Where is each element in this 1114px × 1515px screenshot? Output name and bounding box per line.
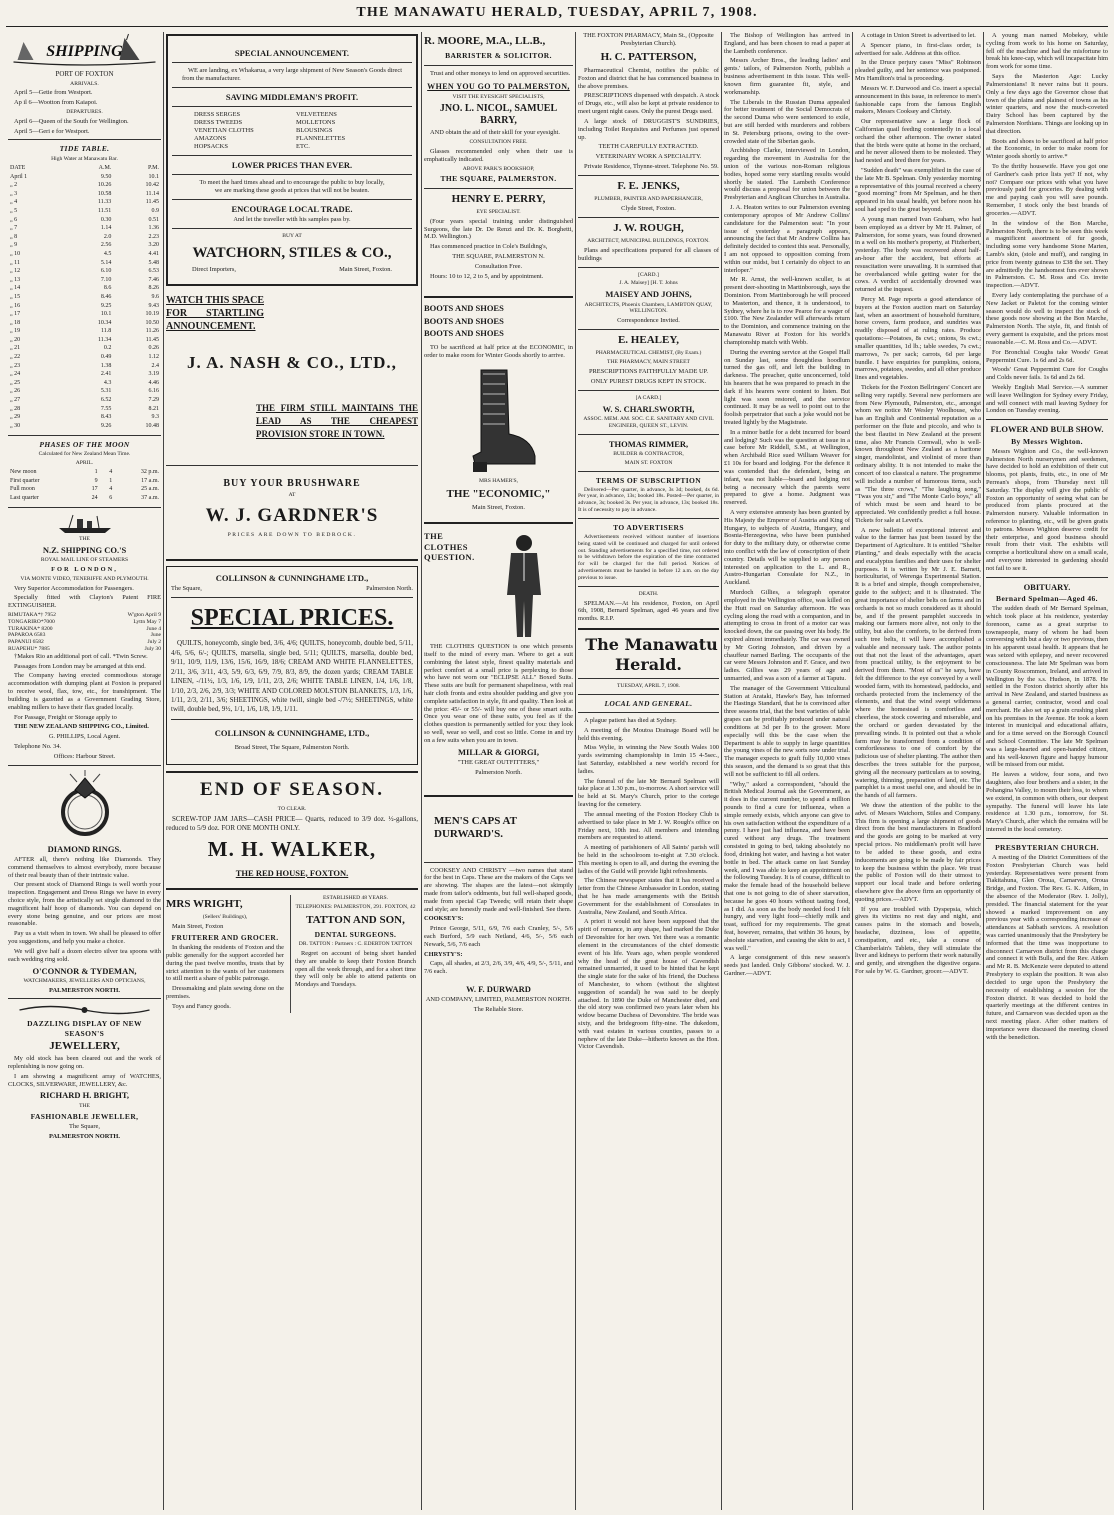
- table-cell: 17: [91, 486, 98, 493]
- table-cell: 24: [91, 494, 98, 501]
- table-cell: „ 23: [10, 362, 21, 369]
- table-cell: „ 29: [10, 414, 21, 421]
- moon-title: PHASES OF THE MOON: [39, 439, 130, 449]
- table-cell: 4.3: [103, 379, 112, 386]
- tide-title: TIDE TABLE.: [59, 144, 110, 154]
- table-cell: 5.31: [100, 388, 112, 395]
- table-cell: 8.26: [148, 285, 159, 292]
- news-paragraph: "Why," asked a correspondent, "should the British Medical Journal ask the Government, as it does in the current number, to spend a million pounds to find a cure for influenza, when a simple remedy exists, which anyone can give to his own satisfaction without the expenditure of a penny. I have just had influenza, and have been cured without any drugs. The treatment consisted in going to bed, taking absolutely no food, drinking hot water, and having a hot water bottle in bed. The attack came on last Sunday week, and I was able to keep an appointment on the following Tuesday. It is of course, difficult to make the female head of the household believe that one is not going to die of sheer starvation, because he goes 40 hours without tasting food, as I did. As soon as the body needed food I felt hungry, and very light food—chiefly milk and toast, sufficed for my requirements. The great feat, however, remains, that within 36 hours, by absolute starvation, and causing the skin to act, I was well.": [724, 780, 850, 952]
- obituary-heading: OBITUARY.: [1023, 581, 1071, 592]
- table-row: [8, 388, 161, 397]
- news-paragraph: A new bulletin of exceptional interest and value to the farmer has just been issued by the Department of Agriculture. It is entitled "Shelter Planting," and deals especially with the acacia and eucalyptus families and their uses for shelter purposes. It is written by Mr J. E. Barnett, horticulturist, of Werenga Experimental Station. It is a brief and simple, though comprehensive, guide to the subject; and it is illustrated. The great importance of shelter belts on farms and in orchards is not so much considered as it should be, and if the present pamphlet succeeds in making our farmers more alive, not only to the utility, but also the comforts, to be derived from such tree belts, it will have accomplished a valuable and necessary task. The author points out that not the least of the advantages, apart from practical utility, is the enjoyment to be derived from them. "Most of us" he says, have felt the difference to the eye conveyed by a well wooded farm, with its homestead, paddocks, and orchards protected from the inclemency of the elements, and that the wind swept wilderness where the homestead is comfortless and cheerless, the stock cowering and miserable, and the orchard or garden devastated by the prevailing winds. It is pointed out that a whole farm may be transformed from a condition of comfortlessness to one of comfort by the judicious use of shelter planting. The author then describes the trees suitable for the purpose, giving all the necessary particulars as to sowing, watering, thinning, preparation of land, etc. The pamphlet is a most useful one, and should be in the hands of all farmers.: [855, 526, 981, 800]
- table-cell: 10.50: [145, 319, 159, 326]
- local-general-heading: LOCAL AND GENERAL.: [604, 698, 693, 708]
- table-row: [8, 242, 161, 251]
- news-paragraph: "Sudden death" was exemplified in the case of the late Mr B. Spelman. Only yesterday morning a representative of this journal received a cheery "good morning" from Mr Spelman, and he then appeared in his usual health, yet before noon his soul had sped to the great beyond.: [855, 167, 981, 214]
- news-paragraph: Mr R. Arnst, the well-known sculler, is at present deer-shooting in Martinborough, says the Dominion. From Martinborough he will proceed to Masterton, and thence, it is understood, to Sydney, where he is to row Pearce for a wager of £100. The New Zealander will afterwards return to the Dominion, and commence training on the Manawatu River at Foxton for his world's championship match with Webb.: [724, 276, 850, 346]
- list-item: VELVETEENS: [296, 111, 337, 119]
- table-row: [8, 405, 161, 414]
- table-cell: 3.20: [148, 242, 159, 249]
- tatton-title: TATTON AND SON,: [306, 913, 405, 926]
- millar-title: MILLAR & GIORGI,: [458, 746, 539, 757]
- table-cell: 8.21: [148, 405, 159, 412]
- table-cell: 8.6: [103, 285, 112, 292]
- news-paragraph: A young man named Mobekey, while cycling from work to his home on Saturday, fell off the machine and had the misfortune to break his knee-cap, which will incapacitate him from work for some time.: [986, 32, 1108, 71]
- patterson-title: H. C. PATTERSON,: [600, 50, 697, 63]
- news-paragraph: A young man named Ivan Graham, who had been employed as a driver by Mr H. Palmer, of Palmerston, for some years, was found drowned in a well on his mother's property, at Fitzherbert, yesterday. The body was recovered about half-an-hour after the accident, but efforts at resuscitation were unavailing. It is surmised that he overbalanced while getting water for the cows. A verdict of accidentally drowned was returned at the inquest.: [855, 215, 981, 294]
- table-cell: „ 25: [10, 379, 21, 386]
- table-cell: „ 10: [10, 250, 21, 257]
- table-cell: 9.25: [100, 302, 112, 309]
- nash-title: J. A. NASH & CO., LTD.,: [187, 353, 397, 373]
- table-cell: 9.26: [100, 422, 112, 429]
- presbyterian-heading: PRESBYTERIAN CHURCH.: [995, 842, 1099, 852]
- jewellery-title: JEWELLERY,: [49, 1039, 120, 1052]
- table-row: [8, 207, 161, 216]
- table-cell: 5.14: [100, 259, 112, 266]
- tide-subtitle: High Water at Manawatu Bar.: [51, 155, 118, 162]
- table-cell: „ 15: [10, 293, 21, 300]
- table-cell: 9.6: [151, 293, 159, 300]
- table-cell: 8.46: [100, 293, 112, 300]
- bottom-ads: MRS WRIGHT, (Sellers' Buildings), Main Street, Foxton FRUITERER AND GROCER. In thanking the residents of Foxton and the public generally for the support accorded her during the past twelve months, trusts that by strict attention to the wants of her customers to still merit a share of public patronage. Dressmaking and plain sewing done on the premises. Toys and Fancy goods. ESTABLISHED 48 YEARS. TELEPHONES: PALMERSTON, 291. FOXTON, 42 TATTON AND SON, DENTAL SURGEONS. DR. TATTON : Partners : C. EDERTON TATTON Regret on account of being short handed they are unable to keep their Foxton Branch open all the week through, and for a short time they will only be able to attend patients on Mondays and Tuesdays.: [166, 895, 418, 1013]
- healey-title: E. HEALEY,: [617, 334, 680, 347]
- news-paragraph: In a minor battle for a debt incurred for board and lodging? Such was the question at issue in a case before Mr Riddell, S.M., at Wellington, when Archibald Rice sued William Weaver for £1 10s for board and lodging. For the defence it was contended that the defendant, being an infant, was not liable—board and lodging not being a necessary which the parents were prepared to give a home. Judgment was reserved.: [724, 428, 850, 507]
- special-prices-title: SPECIAL PRICES.: [190, 605, 394, 632]
- table-cell: 6.16: [148, 388, 159, 395]
- column-rule: [721, 32, 722, 1510]
- watch-space: WATCH THIS SPACE FOR STARTLING ANNOUNCEMENT.: [166, 295, 264, 333]
- table-cell: 37 a.m.: [141, 494, 159, 501]
- sailing-date: July 2: [147, 639, 161, 646]
- watchorn-ad: SPECIAL ANNOUNCEMENT. WE are landing, ex Whakarua, a very large shipment of New Season's Goods direct from the manufacturer. SAVING MIDDLEMAN'S PROFIT. DRESS SERGES DRESS TWEEDS VENETIAN CLOTHS AMAZONS HOPSACKS VELVETEENS MOLLETONS BLOUSINGS FLANNELETTES ETC. LOWER PRICES THAN EVER. To meet the hard times ahead and to encourage the public to buy locally, we are marking these goods at prices that will not be beaten. ENCOURAGE LOCAL TRADE. And let the traveller with his samples pass by. BUY AT WATCHORN, STILES & CO., Direct Importers, Main Street, Foxton.: [166, 34, 418, 286]
- rough-title: J. W. ROUGH,: [613, 221, 684, 234]
- news-paragraph: A plague patient has died at Sydney.: [584, 716, 677, 724]
- gentleman-figure-icon: [489, 531, 559, 641]
- masthead-rule: [6, 26, 1108, 27]
- table-cell: 1: [94, 469, 98, 476]
- table-header-row: DATE A.M. P.M.: [10, 165, 159, 171]
- ornament-icon: [8, 1003, 161, 1017]
- table-cell: „ 28: [10, 405, 21, 412]
- list-item: [8, 626, 161, 633]
- table-row: [8, 396, 161, 405]
- table-row: [8, 477, 161, 486]
- table-row: [8, 379, 161, 388]
- table-cell: 2.23: [148, 233, 159, 240]
- table-cell: „ 12: [10, 268, 21, 275]
- table-row: [8, 302, 161, 311]
- masthead: THE MANAWATU HERALD, TUESDAY, APRIL 7, 1908.: [356, 5, 758, 20]
- table-row: [8, 310, 161, 319]
- ship-name: RIMUTAKA*† 7952: [8, 611, 56, 618]
- table-cell: „ 18: [10, 319, 21, 326]
- boot-icon: [459, 364, 539, 474]
- table-cell: 0.30: [100, 216, 112, 223]
- table-cell: 10.48: [145, 422, 159, 429]
- boots-list: BOOTS AND SHOES BOOTS AND SHOES BOOTS AND SHOES: [424, 303, 504, 339]
- news-paragraph: A large consignment of this new season's seeds just landed. Only Gibbons' stocked. W. J. Gardner.—ADVT.: [724, 954, 850, 978]
- news-paragraph: The Liberals in the Russian Duma appealed for better treatment of the Social Democrats of the second Duma who were sentenced to exile, but are still herded with murderers and robbers in St. Petersburg prisons, owing to the over-crowded state of the Siberian gaols.: [724, 98, 850, 145]
- table-cell: 9.43: [148, 302, 159, 309]
- table-cell: 7.46: [148, 276, 159, 283]
- table-row: [8, 182, 161, 191]
- news-paragraph: The Chinese newspaper states that it has received a letter from the Chinese Ambassador in London, stating that he has made arrangements with the British Government for the establishment of Consulates in Australia, New Zealand, and South Africa.: [578, 877, 719, 916]
- news-paragraph: Tickets for the Foxton Bellringers' Concert are selling very rapidly. Several new performers are from New Plymouth, Palmerston, etc., amongst whom we notice Mr Wesley Woolhouse, who has an English and Continental reputation as a performer on the flute and piccolo, and who is the best flautist in New Zealand at the present time, also Mr Francis Cornwall, who is well-known throughout New Zealand as a baritone singer, mandolinist, and violinist of more than ordinary ability. It is not intended to make the concert of too classical a nature. The programme will include a number of humorous items, such as "The three crows," "The laughing song," "Twas you sir," and "The Monte Carlo boys," all of which must be seen and heard to be appreciated. We confidently predict a full house. Tickets for sale at Levett's.: [855, 383, 981, 524]
- ship-name: PAPANUI 6582: [8, 639, 44, 646]
- table-cell: 0.51: [148, 216, 159, 223]
- table-cell: „ 14: [10, 285, 21, 292]
- table-cell: 11.33: [98, 199, 112, 206]
- table-cell: 11.45: [145, 336, 159, 343]
- news-paragraph: For Bronchial Coughs take Woods' Great Peppermint Cure. 1s 6d and 2s 6d.: [986, 348, 1108, 364]
- caps-title: MEN'S CAPS AT DURWARD'S.: [434, 814, 517, 841]
- table-cell: 11.8: [101, 328, 112, 335]
- svg-text:SHIPPING: SHIPPING: [46, 43, 123, 60]
- table-cell: „ 11: [10, 259, 20, 266]
- list-item: ETC.: [296, 143, 310, 151]
- news-paragraph: Messrs W. F. Durwood and Co. insert a special announcement in this issue, in reference to men's fashionable caps from the famous English makers, Messrs Cooksey and Christy.: [855, 84, 981, 116]
- table-cell: „ 19: [10, 328, 21, 335]
- herald-nameplate: The Manawatu Herald.: [585, 634, 718, 674]
- news-paragraph: J. A. Heaton writes to our Palmerston evening contemporary apropos of Mr Andrew Collins' candidature for the Palmerston seat: "In your issue of yesterday a paragraph appears, announcing the fact that Mr Andrew Collins has definitely decided to contest this seat. Personally, I am not opposed to opposition coming from within our midst, but I certainly do object to an interloper.": [724, 204, 850, 274]
- table-cell: „ 26: [10, 388, 21, 395]
- moore-title: R. MOORE, M.A., LL.B.,: [424, 35, 546, 47]
- gardner-title: W. J. GARDNER'S: [205, 504, 379, 526]
- table-cell: 6: [109, 494, 113, 501]
- end-season-title: END OF SEASON.: [199, 779, 385, 800]
- table-cell: 8.43: [100, 414, 112, 421]
- news-paragraph: In the Druce perjury cases "Miss" Robinson pleaded guilty, and her sentence was postponed. Mrs Hamilton's trial is proceeding.: [855, 59, 981, 83]
- table-cell: 10.1: [100, 311, 112, 318]
- table-cell: 1: [109, 477, 113, 484]
- list-item: [8, 632, 161, 639]
- table-cell: 9.3: [151, 414, 159, 421]
- sailing-date: July 30: [144, 646, 161, 653]
- column-rule: [852, 32, 853, 1510]
- table-cell: 10.58: [97, 190, 112, 197]
- list-item: FLANNELETTES: [296, 135, 346, 143]
- economic-title: THE "ECONOMIC,": [446, 487, 551, 500]
- news-paragraph: Miss Wylie, in winning the New South Wales 100 yards swimming championship in 1min 15 4-5sec., last Saturday, established a new world's record for ladies.: [578, 744, 719, 775]
- news-paragraph: A very extensive amnesty has been granted by His Majesty the Emperor of Austria and King of Hungary, to subjects of Austria, Hungary, and Bosnia-Herzegovina, who have been punished for duty to the military duty, or otherwise come into conflict with the law of conscription of their country. Details will be supplied to any person interested on application to the L. and R., Austro-Hungarian Consulate for N.Z., in Auckland.: [724, 508, 850, 587]
- table-row: [8, 414, 161, 423]
- table-cell: 4.41: [148, 250, 159, 257]
- arrivals-heading: ARRIVALS.: [70, 80, 99, 87]
- table-cell: „ 21: [10, 345, 21, 352]
- tide-table: [8, 164, 161, 430]
- list-item: HOPSACKS: [194, 143, 228, 151]
- table-cell: „ 7: [10, 225, 18, 232]
- table-row: [8, 353, 161, 362]
- table-cell: 2.56: [100, 242, 112, 249]
- news-paragraph: During the evening service at the Gospel Hall on Sunday last, some thoughtless hoodlum turned the gas off, and left the building in darkness. The preacher, quite unconcerned, told his hearers that he was prepared to preach in the dark if his hearers were content to listen. But light was soon restored, and the service continued. It may be as well to point out to the foolish perpetrator that such a joke would not be treated lightly by the Magistrate.: [724, 348, 850, 426]
- list-item: Ap il 6—Wootton from Kaiapoi.: [14, 99, 98, 107]
- table-cell: 0.26: [148, 345, 159, 352]
- list-item: [8, 639, 161, 646]
- news-paragraph: Woods' Great Peppermint Cure for Coughs and Colds never fails. 1s 6d and 2s 6d.: [986, 366, 1108, 382]
- table-cell: „ 8: [10, 233, 18, 240]
- table-cell: Last quarter: [10, 494, 39, 501]
- table-cell: First quarter: [10, 477, 40, 484]
- table-cell: „ 2: [10, 182, 18, 189]
- table-cell: 6.53: [148, 268, 159, 275]
- list-item: [8, 646, 161, 653]
- table-row: [8, 250, 161, 259]
- table-cell: 2.0: [103, 233, 112, 240]
- table-cell: „ 27: [10, 397, 21, 404]
- table-cell: 6.10: [100, 268, 112, 275]
- moon-month: APRIL.: [75, 459, 94, 466]
- table-cell: 0.49: [100, 354, 112, 361]
- table-cell: 9: [94, 477, 98, 484]
- ship-name: TONGARIRO*7000: [8, 618, 55, 625]
- table-cell: 10.42: [145, 182, 159, 189]
- table-cell: „ 16: [10, 302, 21, 309]
- table-cell: 11.14: [145, 190, 159, 197]
- table-cell: 7.10: [100, 276, 112, 283]
- table-row: [8, 336, 161, 345]
- table-cell: „ 13: [10, 276, 21, 283]
- table-cell: April 1: [10, 173, 28, 180]
- table-row: [8, 233, 161, 242]
- table-cell: New moon: [10, 469, 37, 476]
- news-paragraph: Percy M. Page reports a good attendance of buyers at the Foxton auction mart on Saturday last, when an assortment of household furniture, horse covers, farm produce, and sundries was readily disposed of at ruling rates. Produce quotations:—Potatoes, 8s cwt.; onions, 9s cwt.; smaller quantities, 1d lb.; table swedes, 7s cwt.; marrows, 7s per sack; carrots, 6d per large bundle. I have enquiries for pumpkins, onions, marrows, potatoes, swedes, and all other produce lines and vegetables.: [855, 296, 981, 382]
- table-cell: 1.14: [100, 225, 112, 232]
- column-news-c: A young man named Mobekey, while cycling from work to his home on Saturday, fell off the machine and had the misfortune to break his knee-cap, which will incapacitate him from work for some time. Says the Masterton Age: Lucky Palmerstonians! It never rains but it pours. Only a few days ago the Governor chose that town of the plains and plainest of towns as his winter quarters, and now the much-coveted Dairy School has been captured by the Palmerston Northians. Things are looking up in that direction. Boots and shoes to be sacrificed at half price at the Economic, in order to make room for Winter goods shortly to arrive.* To the thrifty housewife. Have you got one of Gardner's cash price lists yet? If not, why not? Compare our prices with what you have previously paid for groceries. By dealing with me and paying cash you will save pounds. Remember, I stock only the best brands of groceries.—ADVT. In the window of the Bon Marche, Palmerston North, there is to be seen this week a magnificent assortment of fur goods, including some very handsome Stone Marten, Lamb's skin, (stole and muff), and ranging in price from twenty guineas to £38 the set. They are admittedly the handsomest furs ever shown in Palmerston. C. M. Ross and Co. invite inspection.—ADVT. Every lady contemplating the purchase of a New Jacket or Paletot for the coming winter season would do well to inspect the stock of these goods now showing at the Bon Marche, Palmerston North. The style, fit, and finish of every garment is exquisite, and the prices most reasonable.—C. M. Ross and Co.—ADVT. For Bronchial Coughs take Woods' Great Peppermint Cure. 1s 6d and 2s 6d. Woods' Great Peppermint Cure for Coughs and Colds never fails. 1s 6d and 2s 6d. Weekly English Mail Service.—A summer will leave Wellington for Sydney every Friday, and will connect with mail leaving Sydney for London on Tuesday evening. FLOWER AND BULB SHOW. By Messrs Wighton. Messrs Wighton and Co., the well-known Palmerston North nurserymen and seedsmen, have decided to hold an exhibition of their cut blooms, pot plants, fruits, etc., in one of Mr Perrean's shops, from Thursday next till Saturday. The display will give the public of Foxton an opportunity of seeing what can be produced from plants procured at the Palmerston nursery. Valuable information in reference to planting, etc., will be given gratis to patrons. Messrs Wighton deserve credit for their enterprise, and good business should result from their visit. The exhibits will comprise a horticultural show on a small scale, and everyone interested in gardening should not fail to see it. OBITUARY. Bernard Spelman—Aged 46. The sudden death of Mr Bernard Spelman, which took place at his residence, yesterday forenoon, came as a great surprise to townspeople, many of whom he had been conversing with but a day or two previous, then in his apparent usual health. It appears that he was seized with epilepsy, and never recovered consciousness. The late Mr Spelman was born in County Roscommon, Ireland, and arrived in Wellington by the s.s. Hudson, in 1878. He settled in the Foxton district shortly after his arrival in New Zealand, and started business as a general carrier, contractor, wood and coal merchant. He also set up a grain crushing plant on his premises in the Avenue. He took a keen interest in municipal and educational affairs, and for a time served on the Borough Council and School Committee. The late Mr Spelman was a large-hearted and open-handed citizen, and his well-known figure and happy humour will be missed from our midst. He leaves a widow, four sons, and two daughters, also four brothers and a sister, in the Pohangina Valley, to mourn their loss, to whom we extend, in common with others, our deepest sympathy. The funeral will leave his late residence at 1.30 p.m., tomorrow, for St. Mary's Church, after which the remains will be interred in the local cemetery. PRESBYTERIAN CHURCH. A meeting of the District Committees of the Foxton Presbyterian Church was held yesterday. Representatives were present from Tiakitahuna, Glen Oroua, Carnarvon, Oroua Bridge, and Foxton. The Rev. G. K. Aitken, in the absence of the Moderator (Rev. I. Jolly), presided. The financial statement for the year showed a marked improvement on any previous year with a corresponding increase of attendances at Sabbath services. A resolution was carried unanimously that the Presbytery be informed that the time was inopportune to disconnect Carnarvon district from this charge and connect it with Bulls, and the Rev. Aitken and Mr R. B. McKenzie were deputed to attend Presbytery to explain the position. It was also decided to urge upon the Presbytery the necessity of establishing a session for the Foxton district. It was decided to hold the quarterly meetings at the different centres in future, and Carnarvon was decided upon as the next meeting place. After other matters of importance were discussed the meeting closed with the benediction.: [986, 32, 1108, 1041]
- table-cell: 32 p.m.: [140, 469, 159, 476]
- table-cell: 25 a.m.: [141, 486, 159, 493]
- table-cell: 1.12: [148, 354, 159, 361]
- moon-table: [8, 469, 161, 503]
- nz-shipping-title: N.Z. SHIPPING CO.'S: [42, 544, 127, 555]
- news-paragraph: Murdoch Gillies, a telegraph operator employed in the Wellington office, was killed on the Hutt road on Saturday afternoon. He was cycling along the road with a companion, and in attempting to cross in front of a motor car was knocked down, the car passing over his body. He expired almost immediately. The car was owned by Mr Goring Johnston, and driven by a chauffeur named Barling. The occupants of the car were Messrs Johnston and F. Grace, and two ladies. Gillies was 29 years of age and unmarried, and was a son of a farmer at Taputu.: [724, 589, 850, 682]
- news-paragraph: Weekly English Mail Service.—A summer will leave Wellington for Sydney every Friday, and will connect with mail leaving Sydney for London on Tuesday evening.: [986, 383, 1108, 415]
- table-cell: 2.41: [100, 371, 112, 378]
- news-paragraph: We draw the attention of the public to the advt. of Messrs Watchorn, Stiles and Company. This firm is opening a large shipment of goods direct from the best manufacturers in Bradford and the goods are going to be marked at very special prices. No middleman's profit will have to be added to these goods, and extra inducements are going to be made by fair prices to keep the business within the place. We trust the public of Foxton will do their utmost to support our local trade and before ordering elsewhere give the above firm an opportunity of quoting prices.—ADVT.: [855, 802, 981, 903]
- news-paragraph: The funeral of the late Mr Bernard Spelman will take place at 1.30 p.m., to-morrow. A short service will be held at St. Mary's Church, prior to the cortege leaving for the cemetery.: [578, 777, 719, 809]
- column-notices: THE FOXTON PHARMACY, Main St., (Opposite Presbyterian Church). H. C. PATTERSON, Pharmaceutical Chemist, notifies the public of Foxton and district that he has commenced business in the above premises. PRESCRIPTIONS dispensed with despatch. A stock of Drugs, etc., will also be kept at private residence to meet urgent night cases. Only the purest Drugs used. A large stock of DRUGGIST'S SUNDRIES, including Toilet Requisites and Perfumes just opened up. TEETH CAREFULLY EXTRACTED. VETERINARY WORK A SPECIALITY. Private Residence, Thynne-street. Telephone No. 59. F. E. JENKS, PLUMBER, PAINTER AND PAPERHANGER, Clyde Street, Foxton. J. W. ROUGH, ARCHITECT, MUNICIPAL BUILDINGS, FOXTON. Plans and specifications prepared for all classes of buildings [CARD.] J. A. Maisey] [H. T. Johns MAISEY AND JOHNS, ARCHITECTS, Phoenix Chambers, LAMBTON QUAY, WELLINGTON. Correspondence Invited. E. HEALEY, PHARMACEUTICAL CHEMIST, (By Exam.) THE PHARMACY, MAIN STREET PRESCRIPTIONS FAITHFULLY MADE UP. ONLY PUREST DRUGS KEPT IN STOCK. [A CARD.] W. S. CHARLSWORTH, ASSOC. MEM. AM. SOC. C.E. SANITARY AND CIVIL ENGINEER, QUEEN ST., LEVIN. THOMAS RIMMER, BUILDER & CONTRACTOR, MAIN ST. FOXTON TERMS OF SUBSCRIPTION Delivered—Per quarter, in advance, 3s 3d; booked, 4s 6d. Per year, in advance, 13s; booked 18s. Posted—Per quarter, in advance, 3s; booked 3s. Per year, in advance, 13s; booked 18s. It is of necessity to pay in advance. TO ADVERTISERS Advertisements received without number of insertions being stated will be continued and charged for until ordered out. Standing advertisements for a specified time, not ordered to be withdrawn before the expiration of the time contracted for will be charged for the full period. Notices of advertisements must be handed in before 12 a.m. on the day previous to issue. DEATH. SPELMAN.—At his residence, Foxton, on April 6th, 1908, Bernard Spelman, aged 46 years and five months. R.I.P. The Manawatu Herald. TUESDAY, APRIL 7, 1908. LOCAL AND GENERAL. A plague patient has died at Sydney. A meeting of the Moutoa Drainage Board will be held this evening. Miss Wylie, in winning the New South Wales 100 yards swimming championship in 1min 15 4-5sec., last Saturday, established a new world's record for ladies. The funeral of the late Mr Bernard Spelman will take place at 1.30 p.m., to-morrow. A short service will be held at St. Mary's Church, prior to the cortege leaving for the cemetery. The annual meeting of the Foxton Hockey Club is advertised to take place in Mr J. W. Rough's office on Friday next, 10th inst. All members and intending members are requested to attend. A meeting of parishioners of All Saints' parish will be held in the schoolroom to-night at 7.30 o'clock. This meeting is open to all, and during the evening the ladies of the Guild will provide light refreshments. The Chinese newspaper states that it has received a letter from the Chinese Ambassador in London, stating that he has made arrangements with the British Government for the establishment of Consulates in Australia, New Zealand, and South Africa. A priori it would not have been supposed that the spirit of romance, in any shape, had marked the Duke of Devonshire for her own. Yet there was a romantic element in the circumstances of the chief domestic event of his life. Years ago, when people wondered why the head of the great house of Cavendish remained unmarried, it used to be hinted that he kept the single state for the sake of his friend, the Duchess of Manchester, to whom (without the slightest suggestion of scandal) he was said to be deeply attached. In 1890 the Duke of Manchester died, and the old story was confirmed two years later when his widow became Duchess of Devonshire. The bride was sixty, and the bridegroom fifty-nine. The dukedom, with vast estates in various counties, passes to a nephew of the late Duke—hitherto known as the Hon. Victor Cavendish.: [578, 32, 719, 1051]
- watchorn-title: WATCHORN, STILES & CO.,: [192, 244, 392, 261]
- table-cell: 0.9: [151, 207, 159, 214]
- charlsworth-title: W. S. CHARLSWORTH,: [602, 403, 695, 414]
- sailing-date: Lyttn May 7: [133, 618, 161, 625]
- list-item: DRESS SERGES: [194, 111, 241, 119]
- moon-subtitle: Calculated for New Zealand Mean Time.: [38, 450, 131, 457]
- walker-title: M. H. WALKER,: [207, 837, 377, 862]
- firm-statement: THE FIRM STILL MAINTAINS THE LEAD AS THE CHEAPEST PROVISION STORE IN TOWN.: [256, 402, 418, 439]
- table-cell: 2.4: [151, 362, 159, 369]
- table-cell: „ 22: [10, 354, 21, 361]
- table-row: [8, 371, 161, 380]
- jenks-title: F. E. JENKS,: [617, 179, 680, 192]
- list-item: [8, 619, 161, 626]
- table-row: [8, 225, 161, 234]
- table-cell: 10.34: [97, 319, 112, 326]
- table-cell: 5.48: [148, 259, 159, 266]
- table-cell: „ 4: [10, 199, 18, 206]
- table-row: [8, 345, 161, 354]
- sailing-date: June: [150, 632, 161, 639]
- table-cell: 11.45: [145, 199, 159, 206]
- news-paragraph: The annual meeting of the Foxton Hockey Club is advertised to take place in Mr J. W. Rough's office on Friday next, 10th inst. All members and intending members are requested to attend.: [578, 810, 719, 842]
- news-paragraph: The Bishop of Wellington has arrived in England, and has been chosen to read a paper at the Lambeth conference.: [724, 32, 850, 55]
- table-row: [8, 422, 161, 431]
- column-ads: SPECIAL ANNOUNCEMENT. WE are landing, ex Whakarua, a very large shipment of New Season's Goods direct from the manufacturer. SAVING MIDDLEMAN'S PROFIT. DRESS SERGES DRESS TWEEDS VENETIAN CLOTHS AMAZONS HOPSACKS VELVETEENS MOLLETONS BLOUSINGS FLANNELETTES ETC. LOWER PRICES THAN EVER. To meet the hard times ahead and to encourage the public to buy locally, we are marking these goods at prices that will not be beaten. ENCOURAGE LOCAL TRADE. And let the traveller with his samples pass by. BUY AT WATCHORN, STILES & CO., Direct Importers, Main Street, Foxton. WATCH THIS SPACE FOR STARTLING ANNOUNCEMENT. J. A. NASH & CO., LTD., THE FIRM STILL MAINTAINS THE LEAD AS THE CHEAPEST PROVISION STORE IN TOWN. BUY YOUR BRUSHWARE AT W. J. GARDNER'S PRICES ARE DOWN TO BEDROCK. COLLINSON & CUNNINGHAME LTD., The Square, Palmerston North. SPECIAL PRICES. QUILTS, honeycomb, single bed, 3/6, 4/6; QUILTS, honeycomb, double bed, 5/11, 4/6, 5/6, 6/-; QUILTS, marsella, single bed, 5/11; QUILTS, marsella, double bed, 9/11, 10/9, 11/9, 13/6, 15/6, 16/9, 18/6; CREAM AND WHITE FLANNELETTES, 2/11, 3/6, 3/11, 4/3, 5/9, 6/3, 6/9, 7/9, 8/3, 8/9, the dozen yards; CREAM TABLE LINEN, -/11½, 1/3, 1/6, 1/9, 1/11, 2/3, 2/6; WHITE TABLE LINEN, 1/4, 1/6, 1/8, 1/10, 2/3, 2/6, 2/9, 3/3; WHITE AND COLORED MOLSTON BLANKETS, 1/3, 1/6, 1/11, 2/3, 2/11, 3/6; SHEETINGS, white twill, single bed -/7½; SHEETINGS, white twill, double bed, 9½, 1/1, 1/6, 1/8, 1/9, 1/11. COLLINSON & CUNNINGHAME, LTD., Broad Street, The Square, Palmerston North. END OF SEASON. TO CLEAR. SCREW-TOP JAM JARS—CASH PRICE— Quarts, reduced to 3/9 doz. ½-gallons, reduced to 5/9 doz. FOR ONE MONTH ONLY. M. H. WALKER, THE RED HOUSE, FOXTON. MRS WRIGHT, (Sellers' Buildings), Main Street, Foxton FRUITERER AND GROCER. In thanking the residents of Foxton and the public generally for the support accorded her during the past twelve months, trusts that by strict attention to the wants of her customers to still merit a share of public patronage. Dressmaking and plain sewing done on the premises. Toys and Fancy goods. ESTABLISHED 48 YEARS. TELEPHONES: PALMERSTON, 291. FOXTON, 42 TATTON AND SON, DENTAL SURGEONS. DR. TATTON : Partners : C. EDERTON TATTON Regret on account of being short handed they are unable to keep their Foxton Branch open all the week through, and for a short time they will only be able to attend patients on Mondays and Tuesdays.: [166, 32, 418, 1510]
- sailing-date: W'gton April 9: [127, 611, 161, 618]
- table-cell: „ 5: [10, 207, 18, 214]
- table-cell: 1.36: [148, 225, 159, 232]
- perry-title: HENRY E. PERRY,: [451, 192, 546, 205]
- bright-title: RICHARD H. BRIGHT,: [39, 1090, 130, 1101]
- list-item: April 5—Getie from Westport.: [14, 89, 93, 97]
- ship-name: RUAPEHU* 7885: [8, 646, 50, 653]
- steamer-icon: [55, 512, 115, 534]
- table-cell: Full moon: [10, 486, 35, 493]
- list-item: MOLLETONS: [296, 119, 336, 127]
- departures-list: [8, 118, 161, 136]
- list-item: DRESS TWEEDS: [194, 119, 243, 127]
- column-shipping: SHIPPING PORT OF FOXTON ARRIVALS. April 5—Getie from Westport. Ap il 6—Wootton from Kaiapoi. DEPARTURES. April 6—Queen of the South for Wellington. April 5—Geri e for Westport. TIDE TABLE. High Water at Manawatu Bar. DATE A.M. P.M. April 1 9.50 10.1 „ 2 10.26 10.42 „ 3 10.58 11.14 „ 4 11.33 11.45 „ 5 11.51 0.9 „ 6 0.30 0.51 „ 7 1.14 1.36 „ 8 2.0 2.23 „ 9 2.56 3.20 „ 10 4.5 4.41 „ 11 5.14 5.48 „ 12 6.10 6.53 „ 13 7.10 7.46 „ 14 8.6 8.26 „ 15 8.46 9.6 „ 16 9.25 9.43 „ 17 10.1 10.19 „ 18 10.34 10.50 „ 19 11.8 11.26 „ 20 11.34 11.45 „ 21 0.2 0.26 „ 22 0.49 1.12 „ 23 1.38 2.4 „ 24 2.41 3.19 „ 25 4.3 4.46 „ 26 5.31 6.16 „ 27 6.52 7.29 „ 28 7.55 8.21 „ 29 8.43 9.3 „ 30 9.26 10.48 PHASES OF THE MOON Calculated for New Zealand Mean Time. APRIL. New moon 1 4 32 p.m. First quarter 9 1 17 a.m. Full moon 17 4 25 a.m. Last quarter 24 6 37 a.m. THE N.Z. SHIPPING CO.'S ROYAL MAIL LINE OF STEAMERS FOR LONDON, VIA MONTE VIDEO, TENERIFFE AND PLYMOUTH. Very Superior Accommodation for Passengers. Specially fitted with Clayton's Patent FIRE EXTINGUISHER. RIMUTAKA*† 7952 W'gton April 9 TONGARIRO*7000 Lyttn May 7 TURAKINA* 8200 June 4 PAPAROA 6583 June PAPANUI 6582 July 2 RUAPEHU* 7885 July 30 †Makes Rio an additional port of call. *Twin Screw. Passages from London may be arranged at this end. The Company having erected commodious storage accommodation with dumping plant at Foxton is prepared to receive wool, flax, tow, etc., for transhipment. The building is gazetted as a Government Grading Store, enabling millers to have their flax graded locally. For Passage, Freight or Storage apply to THE NEW ZEALAND SHIPPING CO., Limited. G. PHILLIPS, Local Agent. Telephone No. 34. Offices: Harbour Street. DIAMOND RINGS. AFTER all, there's nothing like Diamonds. They commend themselves to almost everybody, more because of their real beauty than of their intrinsic value. Our present stock of Diamond Rings is well worth your inspection. Engagement and Dress Rings we have in every choice style, from the artistically set single diamond to the magnificent half hoop of diamonds. You can depend on every stone being genuine, and our prices are most reasonable. Pay us a visit when in town. We shall be pleased to offer you suggestions, and help you make a choice. We will give half a dozen electro silver tea spoons with each wedding ring sold. O'CONNOR & TYDEMAN, WATCHMAKERS, JEWELLERS AND OPTICIANS, PALMERSTON NORTH. DAZZLING DISPLAY OF NEW SEASON'S JEWELLERY, My old stock has been cleared out and the work of replenishing is now going on. I am showing a magnificent array of WATCHES, CLOCKS, SILVERWARE, JEWELLERY, &c. RICHARD H. BRIGHT, THE FASHIONABLE JEWELLER, The Square, PALMERSTON NORTH.: [8, 32, 161, 1510]
- table-cell: 1.38: [100, 362, 112, 369]
- table-cell: 4: [109, 486, 113, 493]
- news-paragraph: In the window of the Bon Marche, Palmerston North, there is to be seen this week a magnificent assortment of fur goods, including some very handsome Stone Marten, Lamb's skin, (stole and muff), and ranging in price from twenty guineas to £38 the set. They are admittedly the handsomest furs ever shown in Palmerston. C. M. Ross and Co. invite inspection.—ADVT.: [986, 219, 1108, 290]
- column-professional: R. MOORE, M.A., LL.B., BARRISTER & SOLICITOR. Trust and other moneys to lend on approved securities. WHEN YOU GO TO PALMERSTON, VISIT THE EYESIGHT SPECIALISTS, JNO. L. NICOL, SAMUEL BARRY, AND obtain the aid of their skill for your eyesight. CONSULTATION FREE. Glasses recommended only when their use is emphatically indicated. ABOVE PARK'S BOOKSHOP, THE SQUARE, PALMERSTON. HENRY E. PERRY, EYE SPECIALIST. (Four years special training under distinguished Surgeons, the late Dr. De Renzi and Dr. K. Borghetti, M.D. Wellington.) Has commenced practice in Cole's Building's, THE SQUARE, PALMERSTON N. Consultation Free. Hours: 10 to 12, 2 to 5, and by appointment. BOOTS AND SHOES BOOTS AND SHOES BOOTS AND SHOES TO be sacrificed at half price at the ECONOMIC, in order to make room for Winter Goods shortly to arrive. MRS HAMER'S, THE "ECONOMIC," Main Street, Foxton. THE CLOTHES QUESTION. THE CLOTHES QUESTION is one which presents itself to the mind of every man. Where to get a suit combining the latest style, finest quality materials and perfect comfort at a small price is perplexing to those who have not worn our "ECLIPSE ALL" Boxed Suits. These suits are built for permanent shapeliness, with real hair cloth fronts and extra shoulder padding and give you complete satisfaction in style, fit and quality. Then look at the price: 45/- or 55/- will buy one of these smart suits. Once you wear one of these suits, you feel as if the clothes question is permanently settled for you: they look so well, wear so well, and cost so little. Come in and try on a few suits when you are in town. MILLAR & GIORGI, "THE GREAT OUTFITTERS," Palmerston North. MEN'S CAPS AT DURWARD'S. COOKSEY AND CHRISTY —two names that stand for the best in Caps. These are the makers of the Caps we are showing. The shapes are the latest—not skimpily made from tailor's oddments, but full well-shaped goods, made from special Cap Tweeds; will retain their shape and style; are honestly made and well-finished. See them. COOKSEY'S: Prince George, 5/11, 6/9, 7/6 each Cranley, 5/-, 5/6 each Burford, 5/9 each Netland, 4/6, 5/-, 5/6 each Newark, 5/6, 7/6 each CHRYSTY'S: Caps, all shades, at 2/3, 2/6, 3/9, 4/6, 4/9, 5/-, 5/11, and 7/6 each. W. F. DURWARD AND COMPANY, LIMITED, PALMERSTON NORTH. The Reliable Store.: [424, 35, 573, 1014]
- table-cell: 10.26: [97, 182, 112, 189]
- list-item: April 5—Geri e for Westport.: [14, 127, 90, 135]
- table-cell: „ 17: [10, 311, 21, 318]
- column-rule: [163, 32, 164, 1510]
- table-row: [8, 328, 161, 337]
- table-row: [8, 259, 161, 268]
- news-paragraph: Archbishop Clarke, interviewed in London, regarding the movement in Australia for the union of the various non-Roman religious bodies, hoped some very startling results would shortly be stated. The Lambeth Conference would discuss a proposal for union between the Presbyterian and Anglican Churches in Australia.: [724, 147, 850, 202]
- sailing-list: [8, 612, 161, 653]
- diamond-ring-icon: [50, 770, 120, 840]
- table-cell: 9.50: [100, 173, 112, 180]
- departures-heading: DEPARTURES.: [66, 108, 103, 115]
- column-rule: [983, 32, 984, 1510]
- news-paragraph: Says the Masterton Age: Lucky Palmerstonians! It never rains but it pours. Only a few days ago the Governor chose that town of the plains and plainest of towns as his winter quarters, and now the much-coveted Dairy School has been captured by the Palmerston Northians. Things are looking up in that direction.: [986, 73, 1108, 135]
- wright-title: MRS WRIGHT,: [166, 898, 243, 911]
- news-paragraph: Boots and shoes to be sacrificed at half price at the Economic, in order to make room for Winter goods shortly to arrive.*: [986, 137, 1108, 161]
- table-cell: „ 24: [10, 371, 21, 378]
- news-paragraph: A cottage in Union Street is advertised to let.: [861, 32, 976, 39]
- list-item: AMAZONS: [194, 135, 227, 143]
- flower-show-heading: FLOWER AND BULB SHOW.: [990, 424, 1104, 435]
- column-news-a: [724, 32, 850, 1510]
- table-row: [8, 199, 161, 208]
- table-row: [8, 486, 161, 495]
- local-news: [578, 717, 719, 1051]
- table-cell: 17 a.m.: [141, 477, 159, 484]
- table-cell: 10.1: [148, 173, 159, 180]
- table-cell: „ 20: [10, 336, 21, 343]
- maisey-title: MAISEY AND JOHNS,: [605, 289, 692, 300]
- collinson-ad: COLLINSON & CUNNINGHAME LTD., The Square, Palmerston North. SPECIAL PRICES. QUILTS, honeycomb, single bed, 3/6, 4/6; QUILTS, honeycomb, double bed, 5/11, 4/6, 5/6, 6/-; QUILTS, marsella, single bed, 5/11; QUILTS, marsella, double bed, 9/11, 10/9, 11/9, 13/6, 15/6, 16/9, 18/6; CREAM AND WHITE FLANNELETTES, 2/11, 3/6, 3/11, 4/3, 5/9, 6/3, 6/9, 7/9, 8/3, 8/9, the dozen yards; CREAM TABLE LINEN, -/11½, 1/3, 1/6, 1/9, 1/11, 2/3, 2/6; WHITE TABLE LINEN, 1/4, 1/6, 1/8, 1/10, 2/3, 2/6, 2/9, 3/3; WHITE AND COLORED MOLSTON BLANKETS, 1/3, 1/6, 1/11, 2/3, 2/11, 3/6; SHEETINGS, white twill, single bed -/7½; SHEETINGS, white twill, double bed, 9½, 1/1, 1/6, 1/8, 1/9, 1/11. COLLINSON & CUNNINGHAME, LTD., Broad Street, The Square, Palmerston North.: [166, 566, 418, 765]
- table-cell: 3.19: [148, 371, 159, 378]
- list-item: April 6—Queen of the South for Wellington.: [14, 117, 129, 125]
- news-paragraph: A priori it would not have been supposed that the spirit of romance, in any shape, had marked the Duke of Devonshire for her own. Yet there was a romantic element in the circumstances of the chief domestic event of his life. Years ago, when people wondered why the head of the great house of Cavendish remained unmarried, it used to be hinted that he kept the single state for the sake of his friend, the Duchess of Manchester, to whom (without the slightest suggestion of scandal) he was said to be deeply attached. In 1890 the Duke of Manchester died, and the old story was confirmed two years later when his widow became Duchess of Devonshire. The bride was sixty, and the bridegroom fifty-nine. The dukedom, with vast estates in various counties, passes to a nephew of the late Duke—hitherto known as the Hon. Victor Cavendish.: [578, 918, 719, 1051]
- rimmer-title: THOMAS RIMMER,: [608, 438, 689, 449]
- table-row: [8, 190, 161, 199]
- table-cell: 6.52: [100, 397, 112, 404]
- table-cell: 4: [109, 469, 113, 476]
- table-cell: 7.55: [100, 405, 112, 412]
- table-cell: 7.29: [148, 397, 159, 404]
- table-row: [8, 293, 161, 302]
- table-cell: „ 9: [10, 242, 18, 249]
- list-item: VENETIAN CLOTHS: [194, 127, 254, 135]
- table-row: [8, 469, 161, 478]
- column-rule: [575, 32, 576, 1510]
- table-row: [8, 276, 161, 285]
- news-paragraph: Messrs Archer Bros., the leading ladies' and gents.' tailors, of Palmerston North, publish a business advertisement in this issue. This well-known firm guarantee fit, style, and workmanship.: [724, 57, 850, 96]
- news-paragraph: Our representative saw a large flock of Californian quail feeding contentedly in a local orchard the other afternoon. The owner stated that the birds were quite at home in the orchard, and he never allowed them to be molested. They had nested and bred there for years.: [855, 118, 981, 165]
- news-paragraph: A meeting of parishioners of All Saints' parish will be held in the schoolroom to-night at 7.30 o'clock. This meeting is open to all, and during the evening the ladies of the Guild will provide light refreshments.: [578, 844, 719, 875]
- table-row: [8, 362, 161, 371]
- diamond-title: DIAMOND RINGS.: [47, 843, 122, 854]
- port-heading: PORT OF FOXTON: [55, 70, 114, 78]
- table-cell: 11.34: [98, 336, 112, 343]
- table-row: [8, 173, 161, 182]
- table-cell: 11.26: [145, 328, 159, 335]
- table-cell: „ 3: [10, 190, 18, 197]
- table-cell: 10.19: [145, 311, 159, 318]
- durward-title: W. F. DURWARD: [466, 984, 531, 995]
- table-cell: 4.46: [148, 379, 159, 386]
- shipping-logo-icon: [8, 32, 161, 70]
- table-cell: 11.51: [98, 207, 112, 214]
- ship-name: TURAKINA* 8200: [8, 625, 53, 632]
- column-news-b: [855, 32, 981, 1510]
- arrivals-list: [8, 89, 161, 107]
- table-row: [8, 216, 161, 225]
- table-row: [8, 494, 161, 503]
- list-item: [8, 612, 161, 619]
- table-cell: „ 6: [10, 216, 18, 223]
- news-paragraph: To the thrifty housewife. Have you got one of Gardner's cash price lists yet? If not, why not? Compare our prices with what you have previously paid for groceries. By dealing with me and paying cash you will save pounds. Remember, I stock only the best brands of groceries.—ADVT.: [986, 163, 1108, 217]
- table-cell: 4.5: [103, 250, 112, 257]
- table-cell: 0.2: [103, 345, 112, 352]
- table-row: [8, 285, 161, 294]
- column-rule: [421, 32, 422, 1510]
- sailing-date: June 4: [146, 625, 161, 632]
- news-paragraph: The manager of the Government Viticultural Station at Arataki, Hawke's Bay, has informed the Hastings Standard, that he is convinced after three seasons trial, that the best varieties of table grapes can be profitably produced under natural conditions at 3d per lb to the grower. More especially will this be the case when the Department is able to supply in large quantities the young vines of the new sorts now under trial. The manager expects to graft fully 10,000 vines this season, and the demand is so great that this will not be sufficient to fill all orders.: [724, 684, 850, 778]
- news-paragraph: A Spencer piano, in first-class order, is advertised for sale. Address at this office.: [855, 41, 981, 57]
- news-paragraph: Every lady contemplating the purchase of a New Jacket or Paletot for the coming winter season would do well to inspect the stock of these goods now showing at the Bon Marche, Palmerston North. The style, fit, and finish of every garment is exquisite, and the prices most reasonable.—C. M. Ross and Co.—ADVT.: [986, 292, 1108, 346]
- nicol-title: JNO. L. NICOL, SAMUEL BARRY,: [439, 102, 558, 127]
- table-row: [8, 267, 161, 276]
- news-paragraph: A meeting of the Moutoa Drainage Board will be held this evening.: [578, 726, 719, 742]
- news-paragraph: If you are troubled with Dyspepsia, which gives its victims no rest day and night, and causes pains in the stomach and bowels, headache, dizziness, loss of appetite, constipation, and etc., take a course of Chamberlain's Tablets, they will stimulate the liver and kidneys to perform their work naturally and gently, and strengthen the digestive organs. For sale by W. G. Gardner, grocer.—ADVT.: [855, 905, 981, 976]
- table-row: [8, 319, 161, 328]
- table-cell: „ 30: [10, 422, 21, 429]
- oconnor-title: O'CONNOR & TYDEMAN,: [32, 965, 137, 976]
- list-item: BLOUSINGS: [296, 127, 333, 135]
- ship-name: PAPAROA 6583: [8, 632, 46, 639]
